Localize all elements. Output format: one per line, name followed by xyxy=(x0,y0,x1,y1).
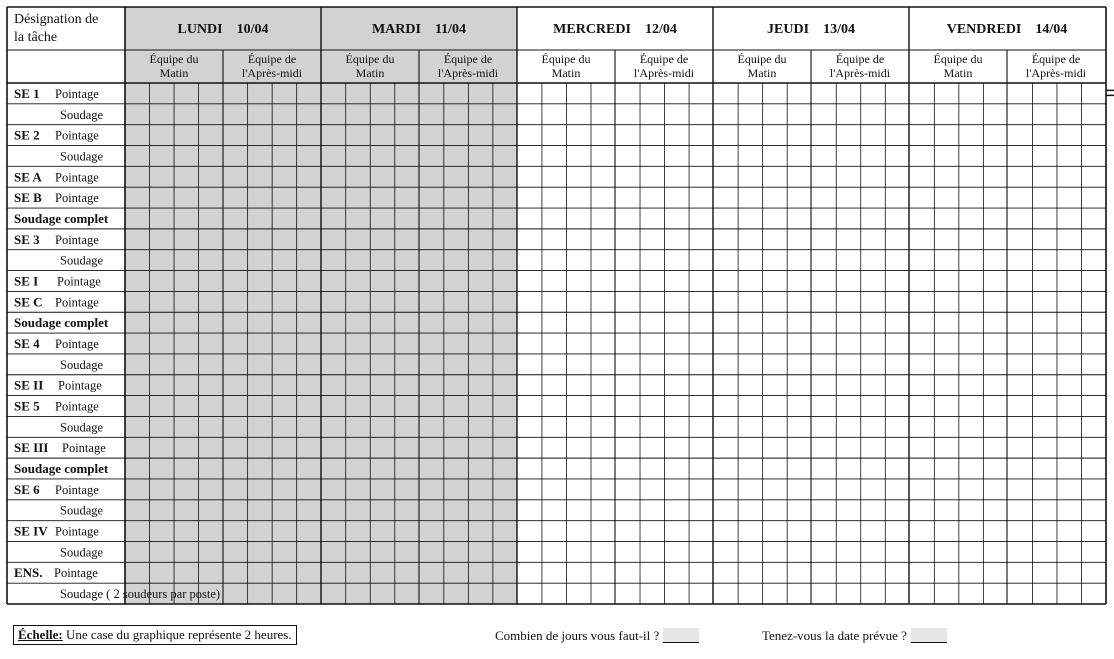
shift-header-line2: Matin xyxy=(943,66,973,80)
shift-header-line1: Équipe de xyxy=(835,52,885,66)
task-name: Pointage xyxy=(58,378,102,393)
question-date xyxy=(762,628,947,644)
task-name: Soudage xyxy=(60,107,104,122)
shift-header-line1: Équipe de xyxy=(1031,52,1081,66)
task-code: SE III xyxy=(14,440,49,456)
task-code: SE II xyxy=(14,377,44,393)
day-date: 12/04 xyxy=(644,22,677,37)
shift-header-line2: l'Après-midi xyxy=(829,66,891,80)
task-code: Soudage complet xyxy=(14,461,109,477)
day-name: VENDREDI xyxy=(946,22,1022,37)
day-name: JEUDI xyxy=(767,22,810,37)
task-code: SE IV xyxy=(14,523,48,539)
task-name: Pointage xyxy=(55,128,99,143)
day-name: MARDI xyxy=(371,22,421,37)
day-name: LUNDI xyxy=(177,22,223,37)
shift-header-line2: Matin xyxy=(159,66,189,80)
question-days-text: Combien de jours vous faut-il ? xyxy=(495,628,660,643)
shift-header-line1: Équipe de xyxy=(247,52,297,66)
day-date: 11/04 xyxy=(434,22,467,37)
task-name: Pointage xyxy=(55,524,99,539)
task-code: SE C xyxy=(14,294,43,310)
task-name: Soudage xyxy=(60,149,104,164)
question-days xyxy=(495,628,699,644)
task-name: Pointage xyxy=(54,566,98,581)
scale-label: Échelle: xyxy=(18,627,63,642)
day-date: 14/04 xyxy=(1035,22,1068,37)
shift-header-line2: l'Après-midi xyxy=(241,66,303,80)
question-date-text: Tenez-vous la date prévue ? xyxy=(762,628,907,643)
task-name: Pointage xyxy=(55,170,99,185)
task-code: SE 3 xyxy=(14,231,40,247)
shift-header-line1: Équipe du xyxy=(933,52,983,66)
shift-header-line1: Équipe de xyxy=(639,52,689,66)
day-name: MERCREDI xyxy=(553,22,631,37)
task-name: Pointage xyxy=(55,295,99,310)
task-name: Pointage xyxy=(57,274,101,289)
date-answer-field[interactable] xyxy=(911,628,947,643)
task-name: Soudage xyxy=(60,420,104,435)
task-code: SE A xyxy=(14,169,42,185)
shift-header-line2: Matin xyxy=(355,66,385,80)
shift-header-line1: Équipe du xyxy=(541,52,591,66)
scale-text: Une case du graphique représente 2 heures. xyxy=(66,627,292,642)
task-name: Pointage xyxy=(55,191,99,206)
shift-header-line1: Équipe du xyxy=(737,52,787,66)
task-code: ENS. xyxy=(14,565,43,581)
scale-note xyxy=(13,625,297,645)
task-name: Soudage xyxy=(60,357,104,372)
task-name: Pointage xyxy=(55,232,99,247)
task-code: SE 1 xyxy=(14,85,40,101)
grid-header xyxy=(14,12,98,45)
task-name: Soudage ( 2 soudeurs par poste) xyxy=(60,587,221,602)
task-name: Pointage xyxy=(62,441,106,456)
shift-header-line1: Équipe du xyxy=(149,52,199,66)
task-code: SE 6 xyxy=(14,481,40,497)
task-code: SE I xyxy=(14,273,39,289)
day-date: 13/04 xyxy=(823,22,855,37)
task-code: Soudage complet xyxy=(14,210,109,226)
day-header xyxy=(947,22,1068,37)
shift-header-line2: l'Après-midi xyxy=(1025,66,1087,80)
shift-header-line1: Équipe de xyxy=(443,52,493,66)
shift-header-line2: Matin xyxy=(551,66,581,80)
task-column-header-line2: la tâche xyxy=(14,30,58,45)
task-column-header-line1: Désignation de xyxy=(14,12,99,27)
task-code: SE 4 xyxy=(14,336,40,351)
task-code: SE 2 xyxy=(14,127,40,143)
task-name: Pointage xyxy=(55,337,99,351)
shift-header-line2: l'Après-midi xyxy=(633,66,695,80)
day-header xyxy=(553,22,677,37)
shift-header-line2: l'Après-midi xyxy=(437,66,499,80)
task-code: Soudage complet xyxy=(14,315,109,331)
schedule-bars xyxy=(1106,90,1114,163)
day-header xyxy=(767,22,855,37)
task-name: Soudage xyxy=(60,503,104,518)
task-code: SE 5 xyxy=(14,398,40,414)
shift-header-line2: Matin xyxy=(747,66,777,80)
days-answer-field[interactable] xyxy=(663,628,699,643)
task-name: Pointage xyxy=(55,482,99,497)
day-date: 10/04 xyxy=(236,22,269,37)
shift-header-line1: Équipe du xyxy=(345,52,395,66)
shift-headers xyxy=(150,52,1087,80)
task-name: Pointage xyxy=(55,399,99,414)
day-header xyxy=(372,22,466,37)
task-code: SE B xyxy=(14,190,42,206)
task-name: Pointage xyxy=(55,86,99,101)
task-name: Soudage xyxy=(60,545,104,560)
task-name: Soudage xyxy=(60,253,104,268)
